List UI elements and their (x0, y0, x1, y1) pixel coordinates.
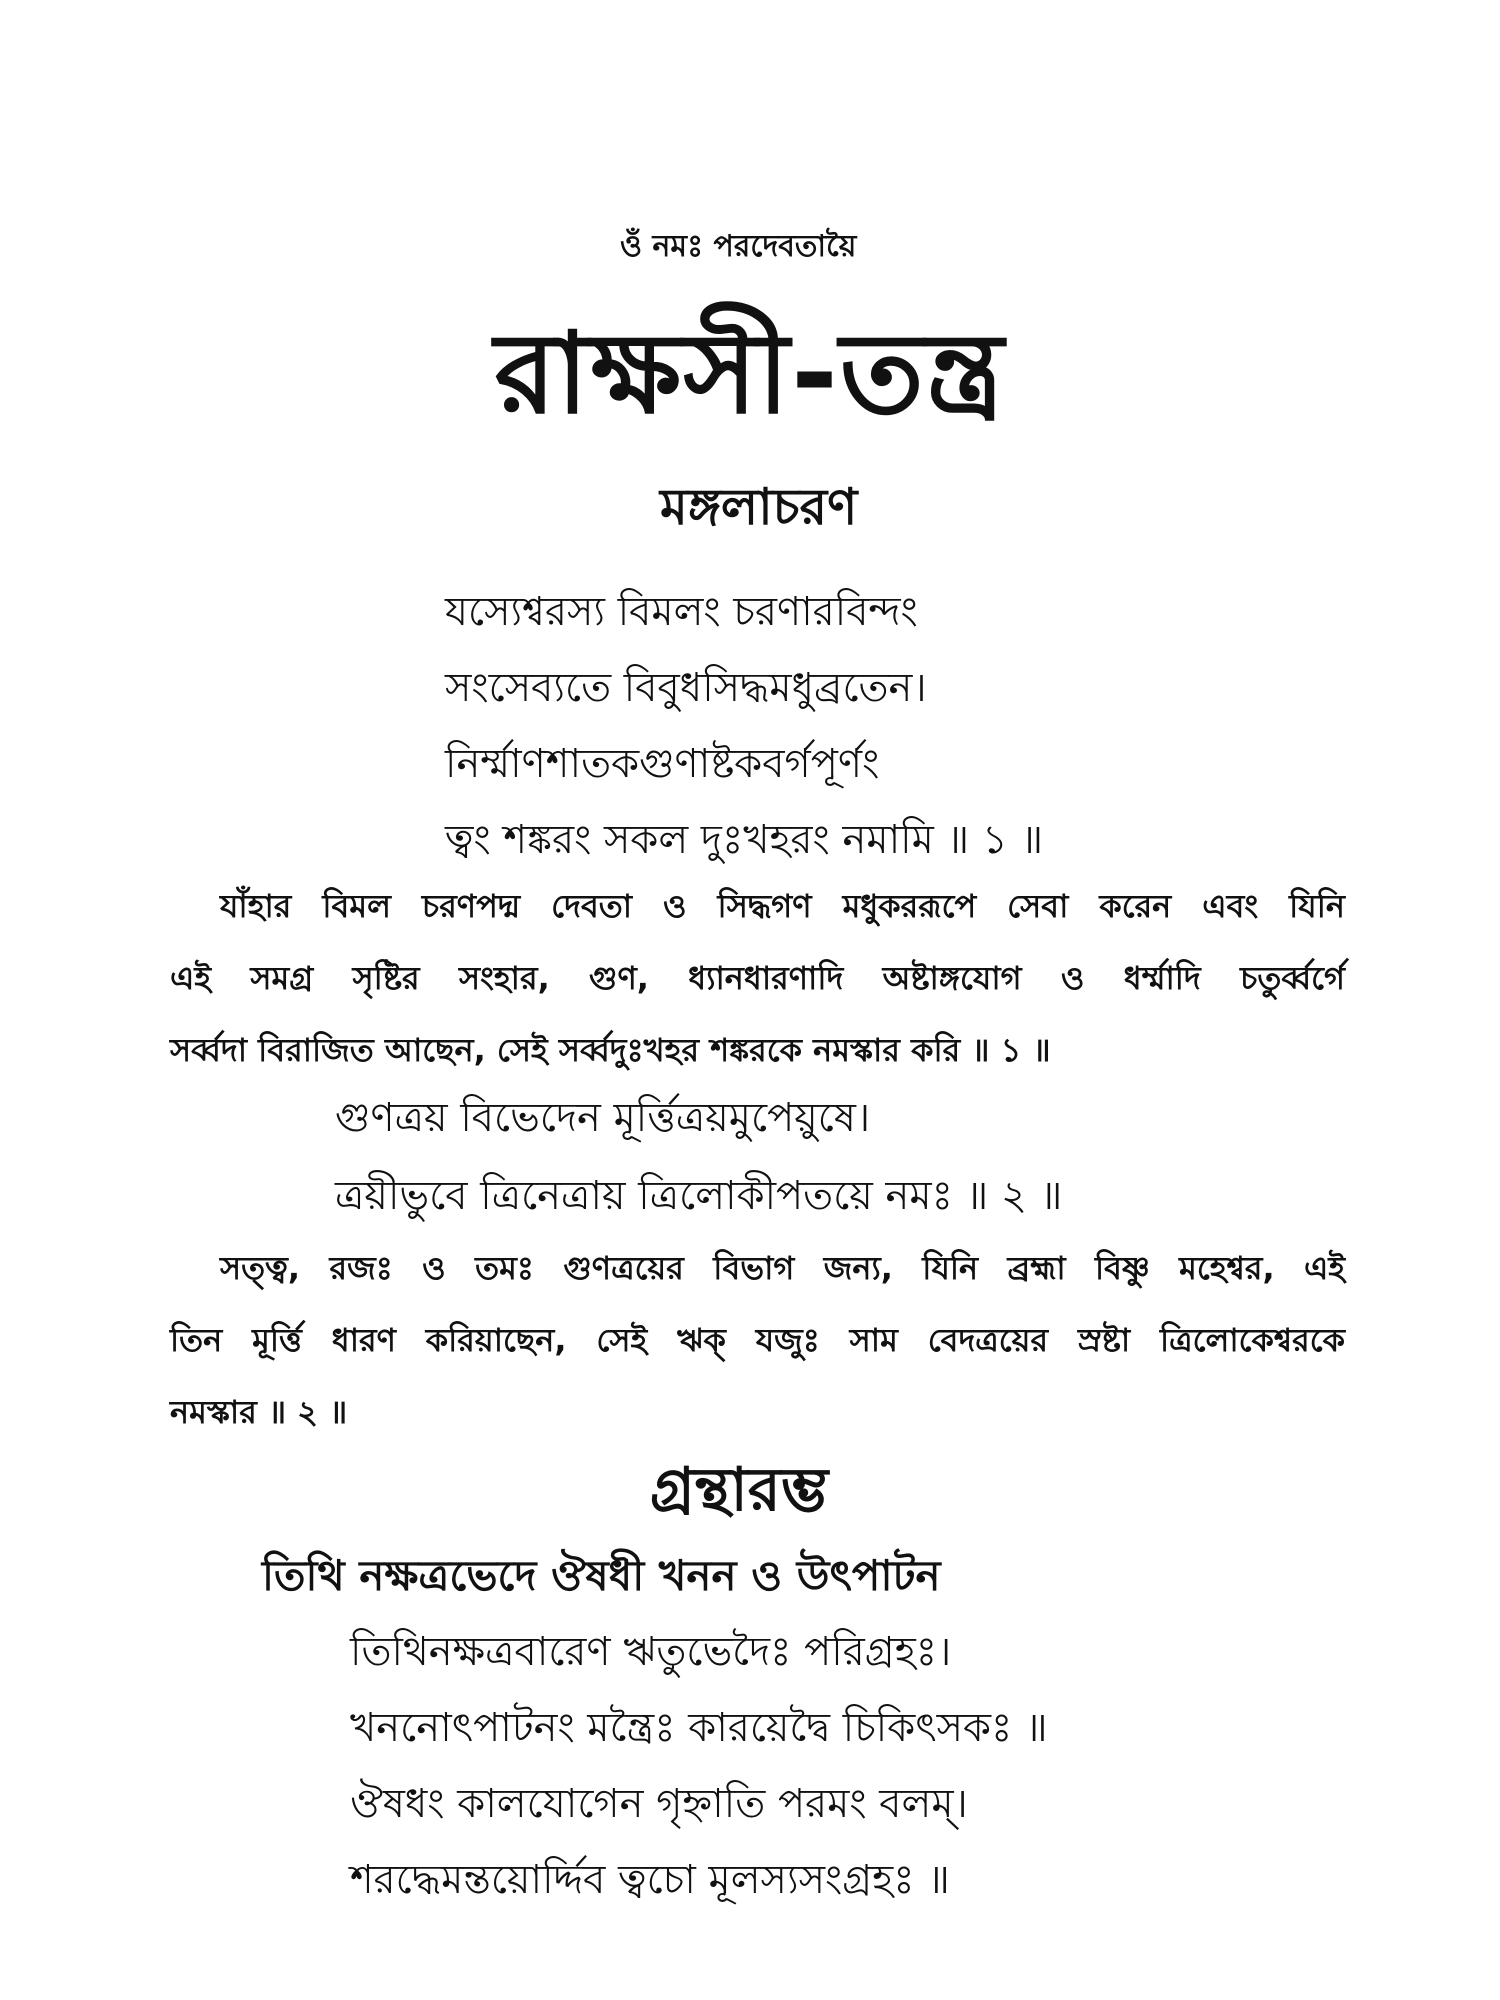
verse-line: গুণত্রয় বিভেদেন মূর্ত্তিত্রয়মুপেয়ুষে। (335, 1095, 871, 1141)
mangalacharan-heading: মঙ্গলাচরণ (660, 478, 858, 536)
prose-line: সর্ব্বদা বিরাজিত আছেন, সেই সর্ব্বদুঃখহর শঙ্করকে নমস্কার করি ॥ ১ ॥ (170, 1031, 1051, 1069)
verse-line: সংসেব্যতে বিবুধসিদ্ধমধুব্রতেন। (445, 665, 927, 711)
invocation-line: ওঁ নমঃ পরদেবতায়ৈ (620, 229, 857, 264)
prose-line: এই সমগ্র সৃষ্টির সংহার, গুণ, ধ্যানধারণাদি অষ্টাঙ্গযোগ ও ধর্ম্মাদি চতুর্ব্বর্গে (170, 959, 1345, 997)
verse-line: যস্যেশ্বরস্য বিমলং চরণারবিন্দং (445, 589, 918, 635)
prose-line: নমস্কার ॥ ২ ॥ (170, 1393, 348, 1431)
prose-line: সত্ত্ব, রজঃ ও তমঃ গুণত্রয়ের বিভাগ জন্য, যিনি ব্রহ্মা বিষ্ণু মহেশ্বর, এই (220, 1249, 1345, 1287)
verse-line: ঔষধং কালযোগেন গৃহ্নাতি পরমং বলম্। (350, 1781, 968, 1827)
prose-line: তিন মূর্ত্তি ধারণ করিয়াছেন, সেই ঋক্ যজুঃ সাম বেদত্রয়ের স্রষ্টা ত্রিলোকেশ্বরকে (170, 1321, 1345, 1359)
verse-line: নির্ম্মাণশাতকগুণাষ্টকবর্গপূর্ণং (445, 741, 880, 787)
verse-line: শরদ্ধেমন্তয়োর্দ্দিব ত্বচো মূলস্যসংগ্রহঃ ॥ (350, 1857, 950, 1903)
page-title: রাক্ষসী-তন্ত্র (494, 309, 1006, 439)
section-subheading: তিথি নক্ষত্রভেদে ঔষধী খনন ও উৎপাটন (262, 1551, 941, 1600)
prose-line: যাঁহার বিমল চরণপদ্ম দেবতা ও সিদ্ধগণ মধুকররূপে সেবা করেন এবং যিনি (220, 887, 1345, 925)
verse-line: খননোৎপাটনং মন্ত্রৈঃ কারয়েদ্বৈ চিকিৎসকঃ ॥ (350, 1705, 1048, 1751)
verse-line: তিথিনক্ষত্রবারেণ ঋতুভেদৈঃ পরিগ্রহঃ। (350, 1629, 952, 1675)
section-heading: গ্রন্থারম্ভ (650, 1455, 829, 1525)
verse-line: ত্রয়ীভুবে ত্রিনেত্রায় ত্রিলোকীপতয়ে নমঃ ॥ ২ ॥ (335, 1173, 1063, 1219)
verse-line: ত্বং শঙ্করং সকল দুঃখহরং নমামি ॥ ১ ॥ (445, 817, 1044, 863)
